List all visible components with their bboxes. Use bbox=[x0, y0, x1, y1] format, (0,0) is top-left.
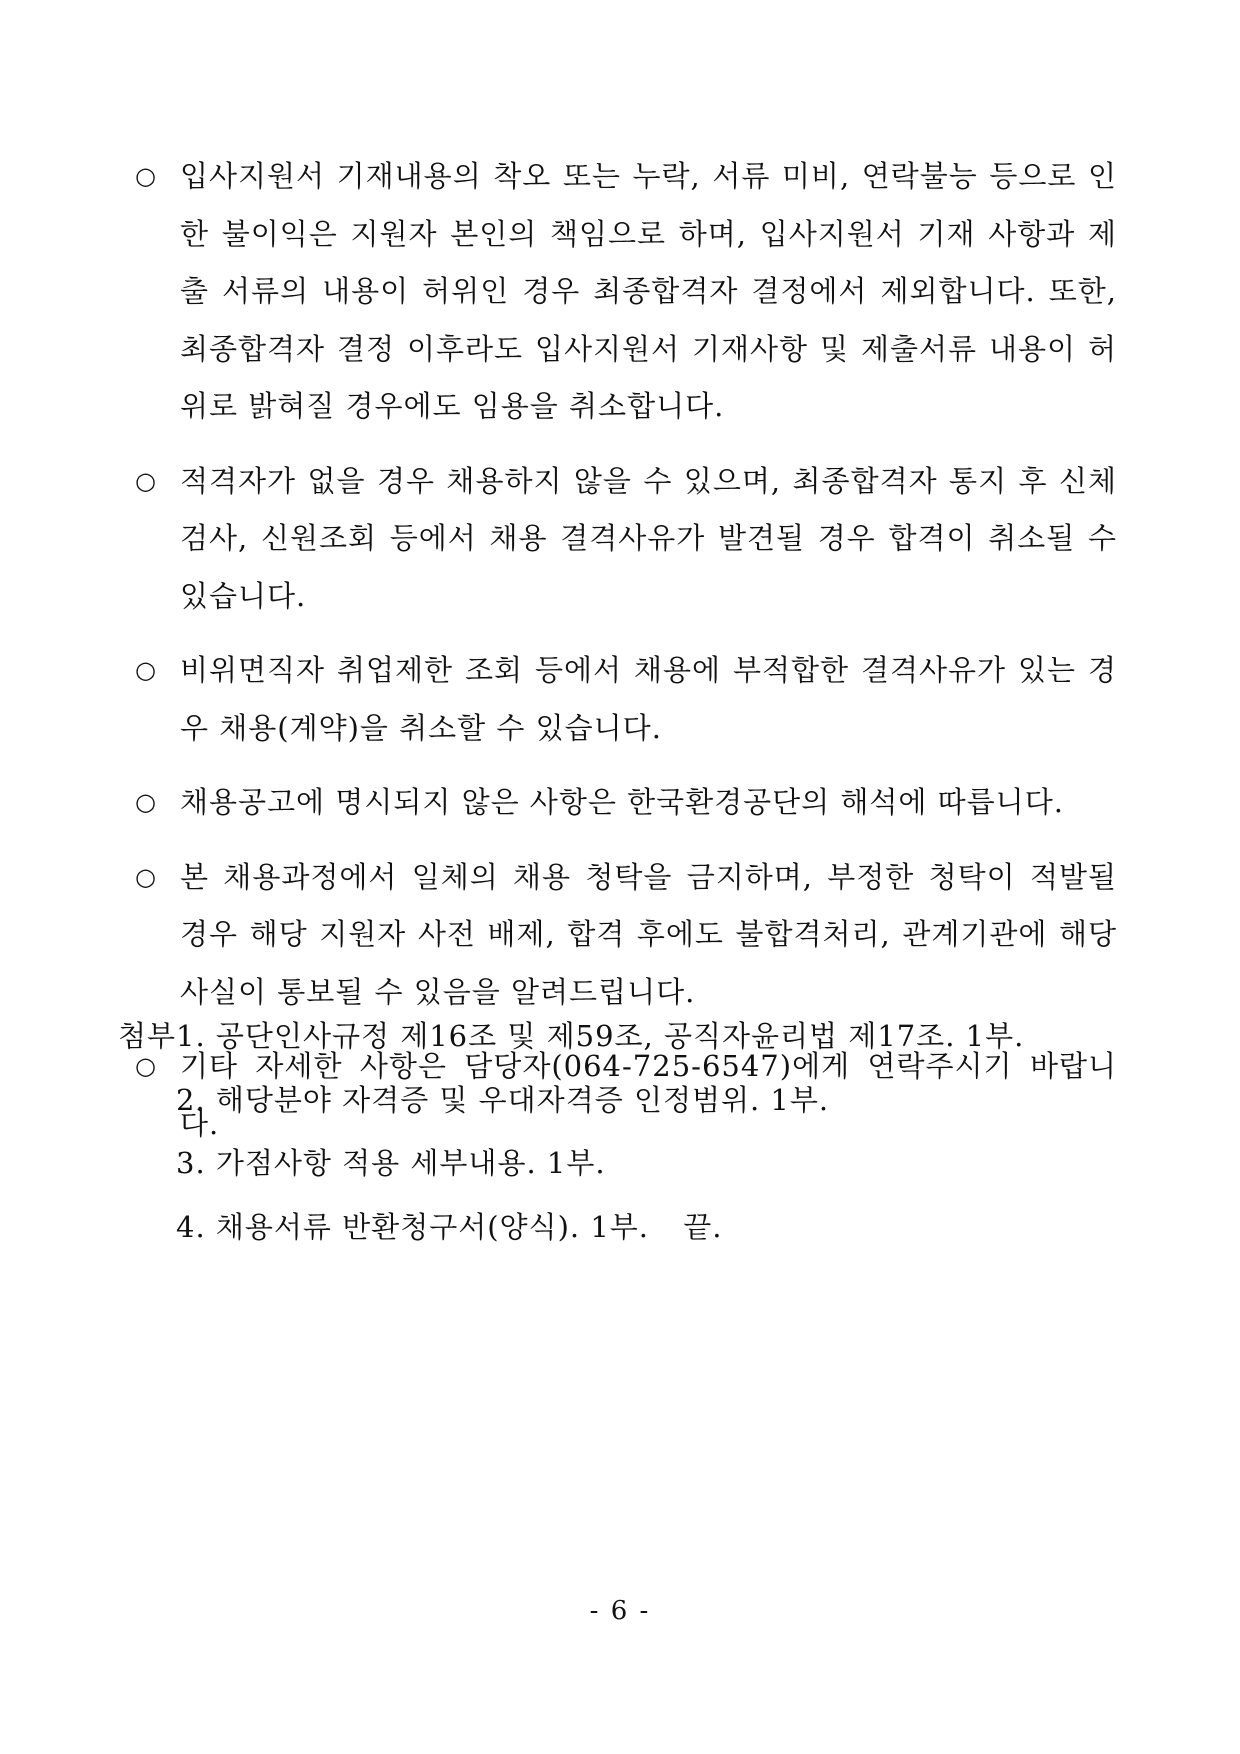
attachment-item bbox=[118, 1135, 1108, 1193]
attachment-text: 4. 채용서류 반환청구서(양식). 1부. bbox=[176, 1209, 650, 1244]
attachment-text: 3. 가점사항 적용 세부내용. 1부. bbox=[176, 1146, 606, 1180]
notice-item bbox=[135, 774, 1117, 832]
notice-item bbox=[135, 642, 1117, 757]
attachment-text: 2. 해당분야 자격증 및 우대자격증 인정범위. 1부. bbox=[176, 1082, 830, 1117]
circle-bullet-icon: ○ bbox=[135, 1052, 157, 1080]
notice-text: 기타 자세한 사항은 담당자(064-725-6547)에게 연락주시기 바랍니다. bbox=[180, 1049, 1117, 1141]
circle-bullet-icon: ○ bbox=[135, 788, 157, 816]
circle-bullet-icon: ○ bbox=[135, 162, 157, 190]
notice-text: 입사지원서 기재내용의 착오 또는 누락, 서류 미비, 연락불능 등으로 인한 불이익은 지원자 본인의 책임으로 하며, 입사지원서 기재 사항과 제출 서류의 내용이 허위인 경우 최종합격자 결정에서 제외합니다. 또한, 최종합격자 결정 이후라도 입사지원서 기재사항 및 제출서류 내용이 허위로 밝혀질 경우에도 임용을 취소합니다. bbox=[180, 159, 1117, 423]
notice-item bbox=[135, 849, 1117, 1022]
attachment-item bbox=[118, 1008, 1108, 1066]
circle-bullet-icon: ○ bbox=[135, 862, 157, 891]
notice-text: 본 채용과정에서 일체의 채용 청탁을 금지하며, 부정한 청탁이 적발될 경우 해당 지원자 사전 배제, 합격 후에도 불합격처리, 관계기관에 해당 사실이 통보될 수 있음을 알려드립니다. bbox=[180, 859, 1117, 1009]
notice-text: 비위면직자 취업제한 조회 등에서 채용에 부적합한 결격사유가 있는 경우 채용(계약)을 취소할 수 있습니다. bbox=[180, 653, 1117, 745]
notice-item bbox=[135, 453, 1117, 626]
end-mark: 끝. bbox=[683, 1209, 723, 1244]
attachment-item bbox=[118, 1199, 1108, 1257]
notice-text: 채용공고에 명시되지 않은 사항은 한국환경공단의 해석에 따릅니다. bbox=[180, 785, 1064, 819]
circle-bullet-icon: ○ bbox=[135, 656, 157, 684]
attachment-item bbox=[118, 1072, 1108, 1130]
circle-bullet-icon: ○ bbox=[135, 466, 157, 495]
page-number: - 6 - bbox=[589, 1596, 651, 1626]
attachment-text: 첨부1. 공단인사규정 제16조 및 제59조, 공직자윤리법 제17조. 1부. bbox=[118, 1019, 1025, 1053]
notice-item bbox=[135, 148, 1117, 436]
notice-text: 적격자가 없을 경우 채용하지 않을 수 있으며, 최종합격자 통지 후 신체 검사, 신원조회 등에서 채용 결격사유가 발견될 경우 합격이 취소될 수 있습니다. bbox=[180, 463, 1117, 613]
attachment-list bbox=[118, 1008, 1108, 1262]
